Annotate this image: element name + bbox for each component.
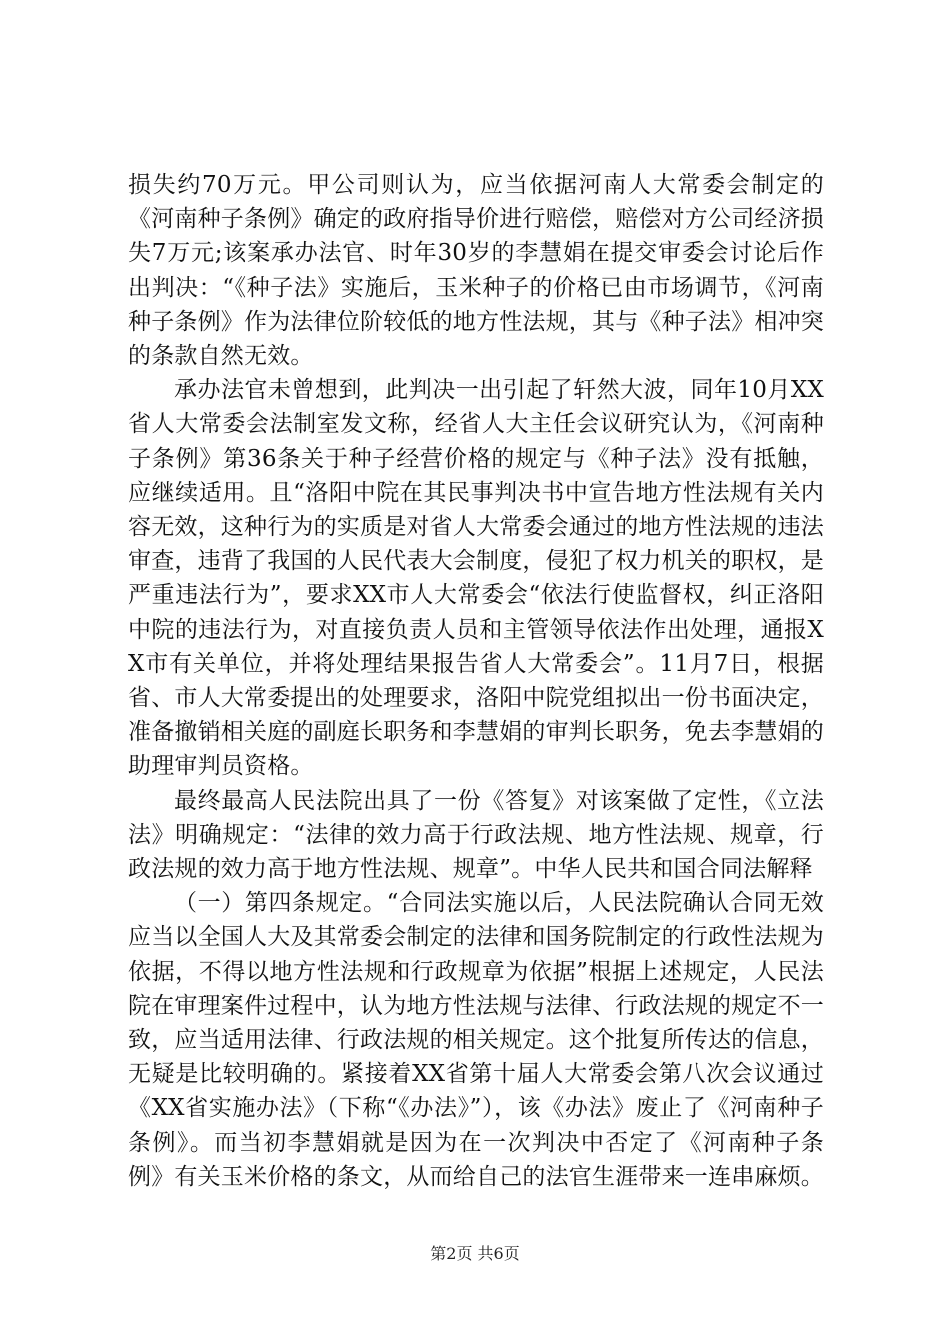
paragraph-2: 承办法官未曾想到，此判决一出引起了轩然大波，同年10月XX省人大常委会法制室发文称，经省人大主任会议研究认为，《河南种子条例》第36条关于种子经营价格的规定与《种子法》没有抵触，应继续适用。且“洛阳中院在其民事判决书中宣告地方性法规有关内容无效，这种行为的实质是对省人大常委会通过的地方性法规的违法审查，违背了我国的人民代表大会制度，侵犯了权力机关的职权，是严重违法行为”，要求XX市人大常委会“依法行使监督权，纠正洛阳中院的违法行为，对直接负责人员和主管领导依法作出处理，通报XX市有关单位，并将处理结果报告省人大常委会”。11月7日，根据省、市人大常委提出的处理要求，洛阳中院党组拟出一份书面决定，准备撤销相关庭的副庭长职务和李慧娟的审判长职务，免去李慧娟的助理审判员资格。	[128, 377, 824, 780]
paragraph-3: 最终最高人民法院出具了一份《答复》对该案做了定性，《立法法》明确规定：“法律的效力高于行政法规、地方性法规、规章，行政法规的效力高于地方性法规、规章”。中华人民共和国合同法解释	[128, 787, 824, 883]
paragraph-1: 损失约70万元。甲公司则认为，应当依据河南人大常委会制定的《河南种子条例》确定的政府指导价进行赔偿，赔偿对方公司经济损失7万元;该案承办法官、时年30岁的李慧娟在提交审委会讨论后作出判决：“《种子法》实施后，玉米种子的价格已由市场调节，《河南种子条例》作为法律位阶较低的地方性法规，其与《种子法》相冲突的条款自然无效。	[128, 172, 824, 370]
document-body	[128, 168, 824, 1194]
page-number-footer: 第2页 共6页	[430, 1244, 520, 1263]
paragraph-4: （一）第四条规定。“合同法实施以后，人民法院确认合同无效应当以全国人大及其常委会制定的法律和国务院制定的行政性法规为依据，不得以地方性法规和行政规章为依据”根据上述规定，人民法院在审理案件过程中，认为地方性法规与法律、行政法规的规定不一致，应当适用法律、行政法规的相关规定。这个批复所传达的信息，无疑是比较明确的。紧接着XX省第十届人大常委会第八次会议通过《XX省实施办法》（下称“《办法》”），该《办法》废止了《河南种子条例》。而当初李慧娟就是因为在一次判决中否定了《河南种子条例》有关玉米价格的条文，从而给自己的法官生涯带来一连串麻烦。	[128, 890, 824, 1190]
